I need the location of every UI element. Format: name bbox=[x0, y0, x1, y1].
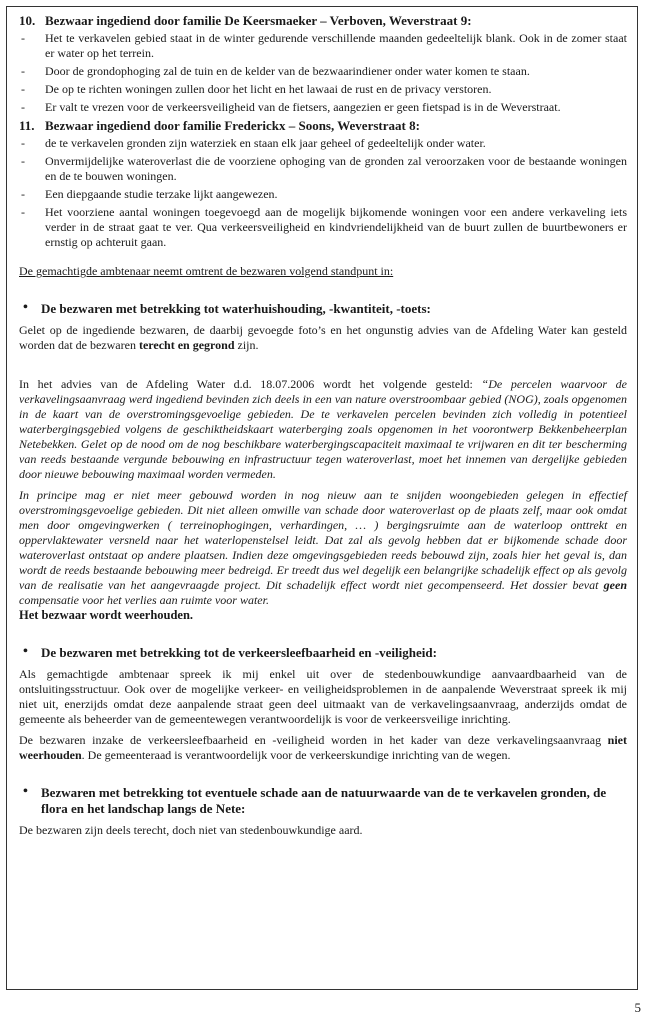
paragraph-text: De bezwaren inzake de verkeersleefbaarheid en -veiligheid worden in het kader van deze verkavelingsaanvraag bbox=[19, 733, 608, 747]
bold-text: niet weerhouden bbox=[19, 733, 627, 762]
bullet-marker: • bbox=[23, 784, 28, 799]
list-item bbox=[19, 154, 627, 184]
dash-marker: - bbox=[21, 64, 25, 78]
standpoint-heading: De gemachtigde ambtenaar neemt omtrent de bezwaren volgend standpunt in: bbox=[19, 264, 394, 278]
water-paragraph-3 bbox=[19, 488, 627, 608]
water-verdict: Het bezwaar wordt weerhouden. bbox=[19, 608, 194, 622]
nature-paragraph-1: De bezwaren zijn deels terecht, doch niet van stedenbouwkundige aard. bbox=[19, 823, 363, 837]
water-paragraph-2 bbox=[19, 377, 627, 482]
bullet-marker: • bbox=[23, 300, 28, 315]
list-item-text: Het voorziene aantal woningen toegevoegd aan de mogelijk bijkomende woningen voor een andere verkaveling iets verder in de straat gaat te ver. Qua verkeersveiligheid en kindvriendelijkheid van de buurt zullen de buurtbewoners er ernstig op achteruit gaan. bbox=[45, 205, 627, 249]
list-item-text: Er valt te vrezen voor de verkeersveiligheid van de fietsers, aangezien er geen fietspad is in de Weverstraat. bbox=[45, 100, 561, 114]
section-heading-text: Bezwaren met betrekking tot eventuele schade aan de natuurwaarde van de te verkavelen gronden, de flora en het landschap langs de Nete: bbox=[41, 785, 607, 816]
document-frame bbox=[6, 6, 638, 990]
water-paragraph-1 bbox=[19, 323, 627, 353]
nature-section-heading bbox=[19, 785, 627, 817]
objection-10-list bbox=[19, 31, 627, 115]
page-number: 5 bbox=[634, 1000, 641, 1015]
traffic-section-heading bbox=[19, 645, 627, 661]
list-item bbox=[19, 64, 627, 79]
list-item bbox=[19, 31, 627, 61]
objection-number: 10. bbox=[19, 13, 36, 28]
objection-title-text: Bezwaar ingediend door familie Frederickx – Soons, Weverstraat 8: bbox=[45, 118, 420, 133]
list-item-text: Onvermijdelijke wateroverlast die de voorziene ophoging van de gronden zal veroorzaken voor de bestaande woningen en de te bouwen woningen. bbox=[45, 154, 627, 183]
list-item bbox=[19, 205, 627, 250]
objection-title-text: Bezwaar ingediend door familie De Keersmaeker – Verboven, Weverstraat 9: bbox=[45, 13, 472, 28]
paragraph-text: In principe mag er niet meer gebouwd worden in nog nieuw aan te snijden woongebieden gelegen in effectief overstromingsgevoelige gebieden. Dit niet alleen omwille van schade door wateroverlast op de plaats zelf, maar ook omdat men door omgevingwerken ( terreinophogingen, verhardingen, … ) bergingsruimte aan de waterloop onttrekt en oppervlaktewater versneld naar het waterlopenstelsel leidt. Dat zal als gevolg hebben dat er bijkomende schade door wateroverlast ontstaat op andere plaatsen. Indien deze omgevingsgebieden reeds bebouwd zijn, zoals hier het geval is, dan wordt de reeds bestaande bebouwing meer bedreigd. Er treedt dus wel degelijk een belangrijke schadelijk effect op als gevolg van de realisatie van het aangevraagde project. Dit schadelijk effect wordt niet gecompenseerd. Het dossier bevat bbox=[19, 488, 627, 592]
list-item-text: de te verkavelen gronden zijn waterziek en staan elk jaar geheel of gedeeltelijk onder water. bbox=[45, 136, 486, 150]
dash-marker: - bbox=[21, 136, 25, 150]
list-item-text: Het te verkavelen gebied staat in de winter gedurende verschillende maanden gedeeltelijk blank. Ook in de zomer staat er water op het terrein. bbox=[45, 31, 627, 60]
objection-11-title bbox=[19, 118, 627, 134]
list-item-text: Door de grondophoging zal de tuin en de kelder van de bezwaarindiener onder water komen te staan. bbox=[45, 64, 530, 78]
dash-marker: - bbox=[21, 82, 25, 96]
list-item-text: De op te richten woningen zullen door het licht en het lawaai de rust en de privacy verstoren. bbox=[45, 82, 492, 96]
dash-marker: - bbox=[21, 100, 25, 114]
list-item bbox=[19, 100, 627, 115]
objection-10-title bbox=[19, 13, 627, 29]
water-section-heading bbox=[19, 301, 627, 317]
section-heading-text: De bezwaren met betrekking tot waterhuishouding, -kwantiteit, -toets: bbox=[41, 301, 431, 316]
list-item-text: Een diepgaande studie terzake lijkt aangewezen. bbox=[45, 187, 278, 201]
dash-marker: - bbox=[21, 205, 25, 219]
bold-text: geen bbox=[603, 578, 627, 592]
bullet-marker: • bbox=[23, 644, 28, 659]
dash-marker: - bbox=[21, 187, 25, 201]
bold-text: terecht en gegrond bbox=[138, 338, 235, 352]
objection-number: 11. bbox=[19, 118, 35, 133]
list-item bbox=[19, 136, 627, 151]
paragraph-text: In het advies van de Afdeling Water d.d. 18.07.2006 wordt het volgende gesteld: bbox=[19, 377, 482, 391]
paragraph-text: . De gemeenteraad is verantwoordelijk voor de verkeerskundige inrichting van de wegen. bbox=[81, 748, 511, 762]
traffic-paragraph-1: Als gemachtigde ambtenaar spreek ik mij enkel uit over de stedenbouwkundige aanvaardbaarheid van de ontsluitingsstructuur. Ook over de mogelijke verkeer- en veiligheidsproblemen in de aanpalende Weverstraat spreek ik mij niet uit, enerzijds omdat deze aanpalende straat geen deel uitmaakt van de verkavelingsaanvraag, anderzijds omdat de gemeente als beheerder van de gemeentewegen verantwoordelijk is voor de verkeersveilige inrichting. bbox=[19, 667, 627, 726]
list-item bbox=[19, 187, 627, 202]
quoted-advice: “De percelen waarvoor de verkavelingsaanvraag werd ingediend bevinden zich deels in een van nature overstroombaar gebied (NOG), zoals opgenomen in de kaart van de overstromingsgevoelige gebieden. De te verkavelen percelen bevinden zich volledig in potentieel waterbergingsgebied volgens de geschiktheidskaart waterberging zoals opgenomen in het voorontwerp Bekkenbeheerplan Netebekken. Gelet op de nood om de nog beschikbare waterbergingscapaciteit maximaal te vrijwaren en dit ter bescherming van reeds bestaande vergunde bebouwing en infrastructuur tegen wateroverlast, moet het innemen van dergelijke gebieden door nieuwe bebouwing maximaal worden vermeden. bbox=[19, 377, 627, 481]
paragraph-text: compensatie voor het verlies aan ruimte voor water. bbox=[19, 593, 269, 607]
spacer bbox=[19, 353, 627, 371]
paragraph-text: zijn. bbox=[234, 338, 259, 352]
section-heading-text: De bezwaren met betrekking tot de verkeersleefbaarheid en -veiligheid: bbox=[41, 645, 437, 660]
traffic-paragraph-2 bbox=[19, 733, 627, 763]
dash-marker: - bbox=[21, 154, 25, 168]
objection-11-list bbox=[19, 136, 627, 250]
list-item bbox=[19, 82, 627, 97]
paragraph-text: Gelet op de ingediende bezwaren, de daarbij gevoegde foto’s en het ongunstig advies van de Afdeling Water kan gesteld worden dat de bezwaren bbox=[19, 323, 627, 352]
dash-marker: - bbox=[21, 31, 25, 45]
